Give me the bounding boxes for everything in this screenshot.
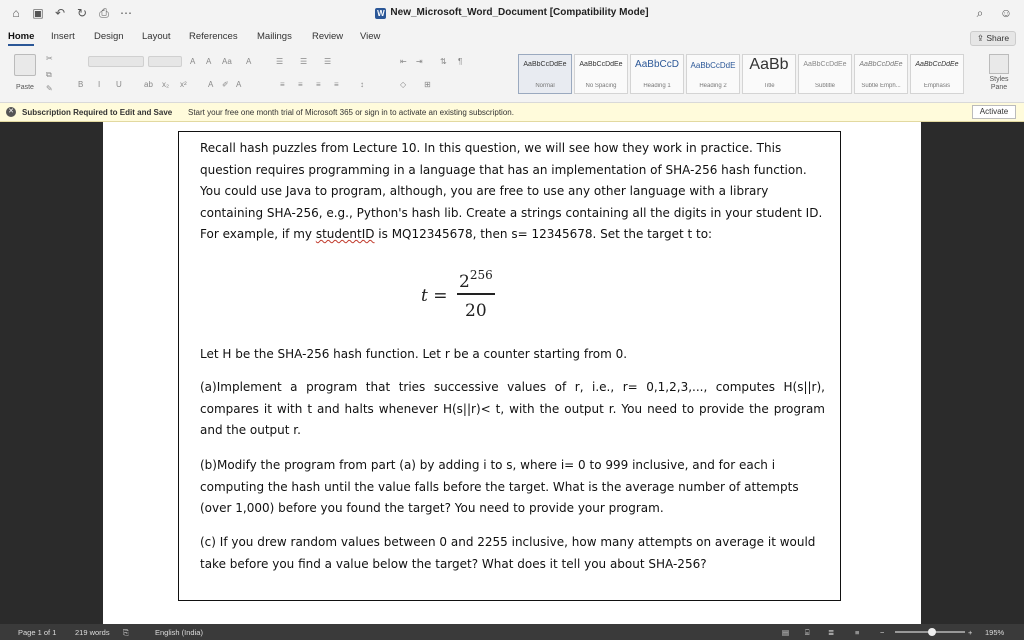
notice-message: Start your free one month trial of Microsoft 365 or sign in to activate an existing subscription.	[188, 108, 514, 117]
print-layout-icon[interactable]: ▤	[782, 628, 790, 637]
style-emphasis[interactable]	[910, 54, 964, 94]
superscript-icon[interactable]: x²	[180, 80, 187, 89]
document-page[interactable]	[103, 122, 921, 624]
justify-icon[interactable]: ≡	[334, 80, 339, 89]
align-right-icon[interactable]: ≡	[316, 80, 321, 89]
print-icon[interactable]: ⎙	[99, 5, 109, 20]
subscript-icon[interactable]: x₂	[162, 80, 170, 89]
formula-lhs: t =	[421, 286, 448, 306]
text-run: is MQ12345678, then s= 12345678. Set the target t to:	[374, 227, 713, 241]
search-icon[interactable]: ⌕	[976, 5, 984, 20]
share-button[interactable]	[970, 31, 1016, 46]
paste-button[interactable]	[6, 52, 44, 100]
show-marks-icon[interactable]: ¶	[458, 57, 463, 66]
styles-pane-button[interactable]	[982, 54, 1016, 100]
style-name: Heading 2	[699, 83, 727, 89]
formula-base: 2	[459, 272, 470, 292]
style-name: Subtitle	[814, 83, 835, 89]
redo-icon[interactable]: ↻	[76, 6, 88, 20]
font-name-dropdown[interactable]	[88, 56, 144, 67]
status-bar	[0, 624, 1024, 640]
align-center-icon[interactable]: ≡	[298, 80, 303, 89]
zoom-level[interactable]: 195%	[985, 628, 1005, 637]
notice-title: Subscription Required to Edit and Save	[22, 108, 173, 117]
tab-home[interactable]: Home	[8, 31, 35, 42]
numbering-icon[interactable]: ☰	[300, 57, 308, 66]
strikethrough-icon[interactable]: ab	[144, 80, 153, 89]
zoom-slider-thumb[interactable]	[928, 628, 936, 636]
style-sample: AaBb	[749, 56, 789, 73]
bullets-icon[interactable]: ☰	[276, 57, 284, 66]
more-icon[interactable]: ⋯	[120, 6, 132, 20]
formula-exponent: 256	[469, 268, 493, 282]
title-bar	[0, 0, 1024, 28]
document-title: New_Microsoft_Word_Document [Compatibility Mode]	[390, 7, 649, 18]
style-sample: AaBbCcDdE	[690, 61, 736, 70]
style-name: Heading 1	[643, 83, 671, 89]
grow-font-icon[interactable]: A	[190, 57, 196, 66]
language[interactable]: English (India)	[155, 628, 203, 637]
font-size-dropdown[interactable]	[148, 56, 182, 67]
tab-view[interactable]: View	[360, 31, 381, 42]
style-subtle-emphasis[interactable]	[854, 54, 908, 94]
save-icon[interactable]: ▣	[32, 6, 44, 20]
fraction-bar	[457, 293, 495, 295]
target-formula	[417, 268, 537, 328]
style-name: Emphasis	[923, 83, 951, 89]
shading-icon[interactable]: ◇	[400, 80, 407, 89]
clear-formatting-icon[interactable]: A	[246, 57, 252, 66]
style-heading-1[interactable]	[630, 54, 684, 94]
window-title	[0, 7, 1024, 19]
style-sample: AaBbCcDdEe	[579, 61, 623, 68]
style-name: Title	[763, 83, 775, 89]
styles-pane-icon	[989, 54, 1009, 74]
home-icon[interactable]: ⌂	[12, 6, 20, 20]
tab-design[interactable]: Design	[94, 31, 124, 42]
paragraph-intro[interactable]	[200, 138, 825, 246]
highlight-icon[interactable]: ✐	[222, 80, 229, 89]
misspelled-word[interactable]: studentID	[315, 227, 375, 241]
ribbon-tabs	[0, 28, 1024, 48]
page-count[interactable]: Page 1 of 1	[18, 628, 57, 637]
clipboard-icon	[14, 54, 36, 76]
text-effects-icon[interactable]: A	[208, 80, 214, 89]
style-title[interactable]	[742, 54, 796, 94]
multilevel-list-icon[interactable]: ☰	[324, 57, 332, 66]
feedback-icon[interactable]: ☺	[999, 6, 1013, 20]
word-count[interactable]: 219 words	[75, 628, 110, 637]
activate-button[interactable]: Activate	[972, 105, 1016, 119]
paragraph-definitions[interactable]: Let H be the SHA-256 hash function. Let r be a counter starting from 0.	[200, 347, 628, 361]
font-color-icon[interactable]: A	[236, 80, 242, 89]
tab-references[interactable]: References	[189, 31, 238, 42]
read-mode-icon[interactable]: ≣	[828, 628, 835, 637]
styles-gallery	[518, 54, 964, 94]
tab-mailings[interactable]: Mailings	[257, 31, 292, 42]
format-painter-icon[interactable]: ✎	[46, 84, 53, 93]
style-name: No Spacing	[585, 83, 617, 89]
style-subtitle[interactable]	[798, 54, 852, 94]
style-sample: AaBbCcD	[635, 59, 679, 70]
word-doc-icon: W	[377, 9, 385, 18]
styles-pane-label: Styles Pane	[989, 76, 1009, 91]
web-layout-icon[interactable]: ⌸	[805, 628, 810, 637]
undo-icon[interactable]: ↶	[54, 6, 66, 20]
paragraph-part-c[interactable]: (c) If you drew random values between 0 and 2255 inclusive, how many attempts on average it would take before you find a value below the target? What does it tell you about SHA-256?	[200, 535, 816, 571]
tab-review[interactable]: Review	[312, 31, 344, 42]
zoom-in-icon[interactable]: +	[968, 628, 973, 637]
question-box	[178, 131, 841, 601]
quick-access-toolbar	[8, 5, 134, 21]
style-sample: AaBbCcDdEe	[915, 61, 959, 68]
paste-label: Paste	[16, 84, 34, 91]
proofing-icon[interactable]: ⎘	[123, 628, 129, 637]
focus-icon[interactable]: ≡	[855, 628, 860, 637]
sort-icon[interactable]: ⇅	[440, 57, 447, 66]
shrink-font-icon[interactable]: A	[206, 57, 212, 66]
style-sample: AaBbCcDdEe	[859, 61, 903, 68]
formula-denominator: 20	[465, 301, 487, 321]
align-left-icon[interactable]: ≡	[280, 80, 285, 89]
style-heading-2[interactable]	[686, 54, 740, 94]
line-spacing-icon[interactable]: ↕	[360, 80, 364, 89]
increase-indent-icon[interactable]: ⇥	[416, 57, 423, 66]
cut-icon[interactable]: ✂	[46, 54, 53, 63]
tab-layout[interactable]: Layout	[142, 31, 171, 42]
zoom-out-icon[interactable]: −	[880, 628, 885, 637]
borders-icon[interactable]: ⊞	[424, 80, 431, 89]
style-name: Subtle Emph...	[861, 83, 901, 89]
style-sample: AaBbCcDdEe	[803, 61, 847, 68]
bold-icon[interactable]: B	[78, 80, 84, 89]
decrease-indent-icon[interactable]: ⇤	[400, 57, 407, 66]
share-label: Share	[986, 33, 1010, 43]
share-icon: ⇪	[976, 33, 987, 43]
tab-insert[interactable]: Insert	[51, 31, 75, 42]
italic-icon[interactable]: I	[98, 80, 101, 89]
text-run: Recall hash puzzles from Lecture 10. In this question, we will see how they work in practice. This question requires programming in a language that has an implementation of SHA-256 hash function. You could use Java to program, although, you are free to use any other language with a library containing SHA-256, e.g., Python's hash lib. Create a strings containing all the digits in your student ID. For example, if my	[200, 141, 823, 241]
underline-icon[interactable]: U	[116, 80, 122, 89]
formula-numerator	[459, 268, 493, 292]
change-case-icon[interactable]: Aa	[222, 57, 232, 66]
style-name: Normal	[535, 83, 555, 89]
close-icon[interactable]: ✕	[6, 107, 16, 117]
style-normal[interactable]	[518, 54, 572, 94]
copy-icon[interactable]: ⧉	[46, 70, 52, 79]
ribbon	[0, 48, 1024, 103]
style-no-spacing[interactable]	[574, 54, 628, 94]
style-sample: AaBbCcDdEe	[523, 61, 567, 68]
paragraph-part-a[interactable]: (a)Implement a program that tries successive values of r, i.e., r= 0,1,2,3,..., computes H(s||r), compares it with t and halts whenever H(s||r)< t, with the output r. You need to provide the program and the output r.	[200, 380, 825, 437]
paragraph-part-b[interactable]: (b)Modify the program from part (a) by adding i to s, where i= 0 to 999 inclusive, and for each i computing the hash until the value falls before the target. What is the average number of attempts (over 1,000) before you found the target? You need to provide your program.	[200, 458, 799, 515]
subscription-notice-bar	[0, 103, 1024, 122]
